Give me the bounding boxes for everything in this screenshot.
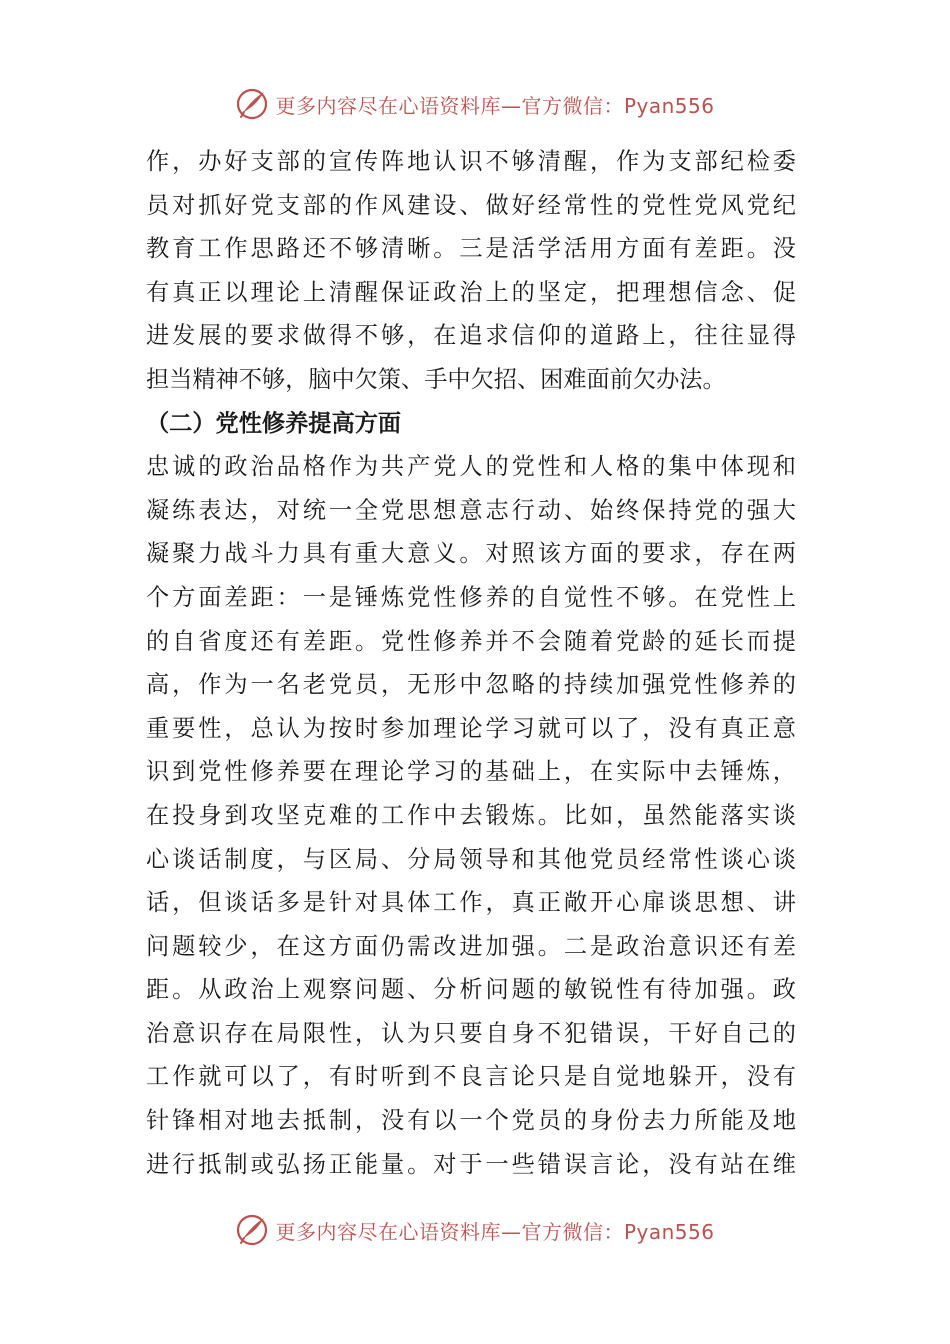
banner-text: 更多内容尽在心语资料库—官方微信：Pyan556: [275, 1219, 715, 1244]
body-line: 凝聚力战斗力具有重大意义。对照该方面的要求，存在两: [146, 540, 796, 568]
body-line: 问题较少，在这方面仍需改进加强。二是政治意识还有差: [146, 932, 796, 960]
quill-logo-icon: [235, 87, 269, 121]
body-line: 忠诚的政治品格作为共产党人的党性和人格的集中体现和: [146, 453, 796, 481]
body-line: 工作就可以了，有时听到不良言论只是自觉地躲开，没有: [146, 1063, 796, 1091]
banner-text: 更多内容尽在心语资料库—官方微信：Pyan556: [275, 93, 715, 118]
body-line: 重要性，总认为按时参加理论学习就可以了，没有真正意: [146, 714, 796, 742]
section-heading: （二）党性修养提高方面: [146, 409, 402, 437]
body-line: 有真正以理论上清醒保证政治上的坚定，把理想信念、促: [146, 278, 796, 306]
header-banner: [0, 84, 950, 124]
body-line: 教育工作思路还不够清晰。三是活学活用方面有差距。没: [146, 235, 796, 263]
body-line: 距。从政治上观察问题、分析问题的敏锐性有待加强。政: [146, 976, 796, 1004]
body-line: 担当精神不够，脑中欠策、手中欠招、困难面前欠办法。: [146, 365, 726, 393]
body-line: 治意识存在局限性，认为只要自身不犯错误，干好自己的: [146, 1019, 796, 1047]
body-line: 凝练表达，对统一全党思想意志行动、始终保持党的强大: [146, 496, 796, 524]
body-line: 在投身到攻坚克难的工作中去锻炼。比如，虽然能落实谈: [146, 801, 796, 829]
body-line: 高，作为一名老党员，无形中忽略的持续加强党性修养的: [146, 671, 796, 699]
body-line: 识到党性修养要在理论学习的基础上，在实际中去锤炼，: [146, 758, 796, 786]
body-line: 针锋相对地去抵制，没有以一个党员的身份去力所能及地: [146, 1107, 796, 1135]
body-line: 个方面差距：一是锤炼党性修养的自觉性不够。在党性上: [146, 583, 796, 611]
footer-banner: [0, 1210, 950, 1250]
body-line: 的自省度还有差距。党性修养并不会随着党龄的延长而提: [146, 627, 796, 655]
body-line: 作，办好支部的宣传阵地认识不够清醒，作为支部纪检委: [146, 148, 796, 175]
body-line: 话，但谈话多是针对具体工作，真正敞开心扉谈思想、讲: [146, 889, 796, 917]
body-line: 进发展的要求做得不够，在追求信仰的道路上，往往显得: [146, 322, 796, 350]
body-line: 进行抵制或弘扬正能量。对于一些错误言论，没有站在维: [146, 1150, 796, 1178]
body-line: 员对抓好党支部的作风建设、做好经常性的党性党风党纪: [146, 191, 796, 219]
quill-logo-icon: [235, 1213, 269, 1247]
document-body: [146, 140, 796, 1186]
body-line: 心谈话制度，与区局、分局领导和其他党员经常性谈心谈: [146, 845, 796, 873]
